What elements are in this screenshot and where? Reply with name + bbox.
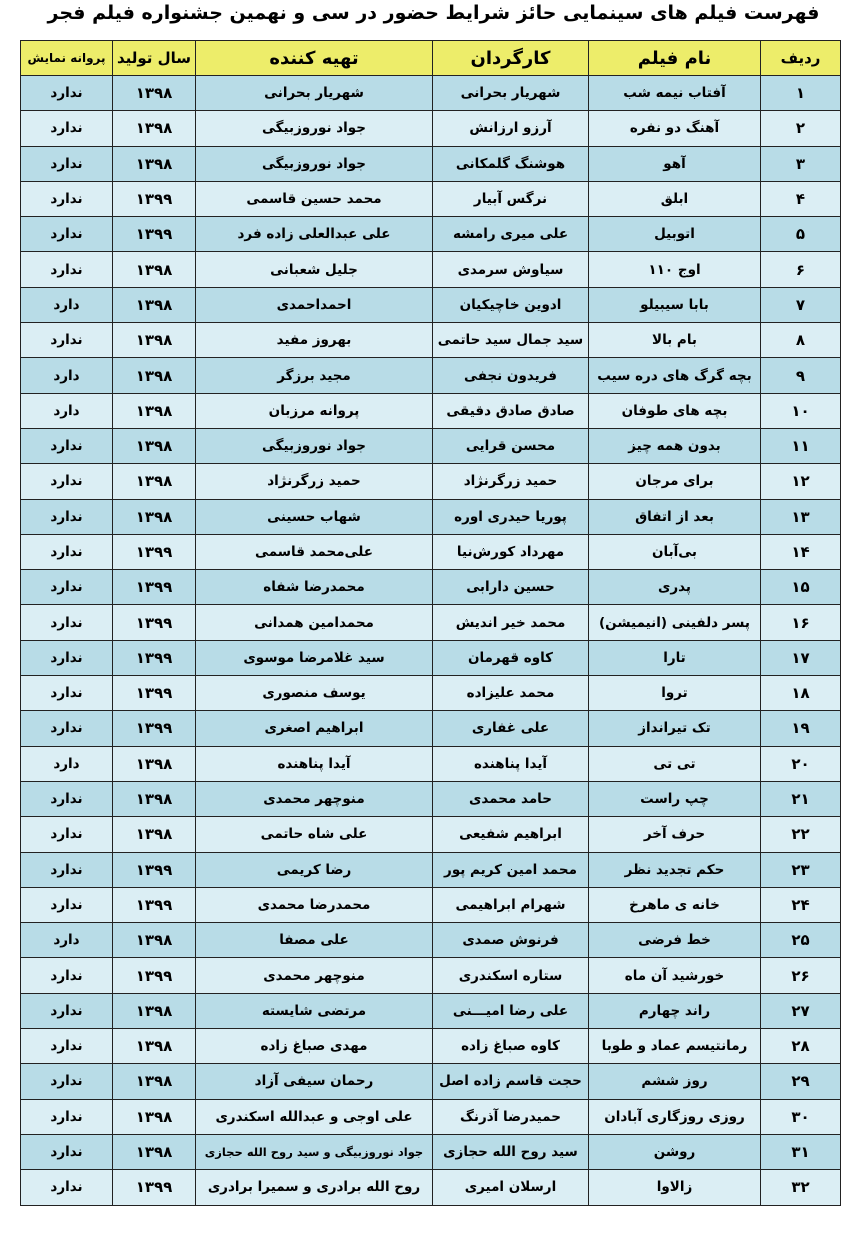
cell-producer: مجید برزگر: [196, 358, 433, 393]
cell-screening-license: ندارد: [21, 1029, 113, 1064]
cell-production-year: ۱۳۹۸: [113, 1064, 196, 1099]
table-row: [21, 1029, 841, 1064]
header-production-year: سال تولید: [113, 41, 196, 76]
table-row: [21, 217, 841, 252]
cell-producer: آیدا پناهنده: [196, 746, 433, 781]
table-row: [21, 393, 841, 428]
header-producer: تهیه کننده: [196, 41, 433, 76]
cell-production-year: ۱۳۹۸: [113, 746, 196, 781]
cell-director: محمد خیر اندیش: [433, 605, 589, 640]
cell-row-number: ۳۲: [761, 1170, 841, 1205]
cell-producer: علی عبدالعلی زاده فرد: [196, 217, 433, 252]
cell-director: آرزو ارزانش: [433, 111, 589, 146]
cell-screening-license: ندارد: [21, 1170, 113, 1205]
cell-director: پوریا حیدری اوره: [433, 499, 589, 534]
cell-production-year: ۱۳۹۸: [113, 1134, 196, 1169]
cell-film-name: ابلق: [589, 181, 761, 216]
cell-producer: ابراهیم اصغری: [196, 711, 433, 746]
cell-screening-license: ندارد: [21, 1099, 113, 1134]
cell-screening-license: ندارد: [21, 428, 113, 463]
cell-row-number: ۱۷: [761, 640, 841, 675]
cell-production-year: ۱۳۹۹: [113, 570, 196, 605]
header-film-name: نام فیلم: [589, 41, 761, 76]
cell-film-name: تک تیرانداز: [589, 711, 761, 746]
cell-producer: روح الله برادری و سمیرا برادری: [196, 1170, 433, 1205]
cell-row-number: ۱۵: [761, 570, 841, 605]
cell-film-name: بی‌آبان: [589, 534, 761, 569]
cell-screening-license: دارد: [21, 746, 113, 781]
table-row: [21, 323, 841, 358]
cell-director: حمید زرگرنژاد: [433, 464, 589, 499]
cell-producer: علی شاه حاتمی: [196, 817, 433, 852]
cell-production-year: ۱۳۹۸: [113, 993, 196, 1028]
cell-row-number: ۲۳: [761, 852, 841, 887]
cell-screening-license: دارد: [21, 393, 113, 428]
cell-row-number: ۲۰: [761, 746, 841, 781]
cell-production-year: ۱۳۹۸: [113, 464, 196, 499]
cell-director: صادق صادق دقیقی: [433, 393, 589, 428]
table-row: [21, 570, 841, 605]
cell-screening-license: ندارد: [21, 817, 113, 852]
cell-producer: منوچهر محمدی: [196, 781, 433, 816]
cell-producer: علی‌محمد قاسمی: [196, 534, 433, 569]
cell-row-number: ۱۲: [761, 464, 841, 499]
header-row-number: ردیف: [761, 41, 841, 76]
table-row: [21, 146, 841, 181]
table-row: [21, 76, 841, 111]
cell-row-number: ۳: [761, 146, 841, 181]
cell-producer: جواد نوروزبیگی و سید روح الله حجازی: [196, 1134, 433, 1169]
cell-screening-license: دارد: [21, 923, 113, 958]
table-row: [21, 852, 841, 887]
cell-row-number: ۸: [761, 323, 841, 358]
cell-row-number: ۶: [761, 252, 841, 287]
cell-director: حسین دارابی: [433, 570, 589, 605]
cell-film-name: بابا سیبیلو: [589, 287, 761, 322]
cell-production-year: ۱۳۹۹: [113, 887, 196, 922]
cell-producer: رحمان سیفی آزاد: [196, 1064, 433, 1099]
cell-production-year: ۱۳۹۸: [113, 817, 196, 852]
cell-screening-license: دارد: [21, 358, 113, 393]
cell-film-name: تروا: [589, 676, 761, 711]
header-screening-license: پروانه نمایش: [21, 41, 113, 76]
cell-director: ارسلان امیری: [433, 1170, 589, 1205]
cell-production-year: ۱۳۹۸: [113, 1029, 196, 1064]
cell-production-year: ۱۳۹۹: [113, 640, 196, 675]
cell-film-name: بام بالا: [589, 323, 761, 358]
cell-producer: سید غلامرضا موسوی: [196, 640, 433, 675]
cell-production-year: ۱۳۹۸: [113, 76, 196, 111]
cell-row-number: ۴: [761, 181, 841, 216]
cell-row-number: ۱۶: [761, 605, 841, 640]
cell-producer: جواد نوروزبیگی: [196, 428, 433, 463]
cell-producer: علی اوجی و عبدالله اسکندری: [196, 1099, 433, 1134]
cell-director: ابراهیم شفیعی: [433, 817, 589, 852]
cell-production-year: ۱۳۹۹: [113, 181, 196, 216]
table-row: [21, 817, 841, 852]
cell-producer: حمید زرگرنژاد: [196, 464, 433, 499]
cell-screening-license: ندارد: [21, 570, 113, 605]
cell-producer: بهروز مفید: [196, 323, 433, 358]
cell-film-name: راند چهارم: [589, 993, 761, 1028]
cell-row-number: ۱۳: [761, 499, 841, 534]
header-director: کارگردان: [433, 41, 589, 76]
cell-producer: محمد حسین قاسمی: [196, 181, 433, 216]
table-row: [21, 887, 841, 922]
page-title: فهرست فیلم های سینمایی حائز شرایط حضور در سی و نهمین جشنواره فیلم فجر: [47, 2, 820, 24]
cell-production-year: ۱۳۹۸: [113, 923, 196, 958]
cell-film-name: تی تی: [589, 746, 761, 781]
cell-row-number: ۱۴: [761, 534, 841, 569]
cell-production-year: ۱۳۹۹: [113, 711, 196, 746]
table-row: [21, 923, 841, 958]
cell-director: کاوه قهرمان: [433, 640, 589, 675]
table-row: [21, 499, 841, 534]
cell-film-name: حرف آخر: [589, 817, 761, 852]
cell-screening-license: ندارد: [21, 181, 113, 216]
table-row: [21, 464, 841, 499]
table-row: [21, 640, 841, 675]
cell-producer: شهاب حسینی: [196, 499, 433, 534]
cell-row-number: ۲۲: [761, 817, 841, 852]
table-row: [21, 252, 841, 287]
cell-production-year: ۱۳۹۸: [113, 428, 196, 463]
cell-production-year: ۱۳۹۹: [113, 534, 196, 569]
cell-director: سید جمال سید حاتمی: [433, 323, 589, 358]
cell-producer: محمدرضا محمدی: [196, 887, 433, 922]
table-row: [21, 428, 841, 463]
cell-screening-license: ندارد: [21, 676, 113, 711]
cell-director: سیاوش سرمدی: [433, 252, 589, 287]
cell-screening-license: ندارد: [21, 605, 113, 640]
cell-director: شهریار بحرانی: [433, 76, 589, 111]
cell-director: حامد محمدی: [433, 781, 589, 816]
cell-row-number: ۲۴: [761, 887, 841, 922]
cell-row-number: ۱۹: [761, 711, 841, 746]
cell-screening-license: ندارد: [21, 781, 113, 816]
table-row: [21, 676, 841, 711]
cell-screening-license: ندارد: [21, 252, 113, 287]
cell-screening-license: ندارد: [21, 958, 113, 993]
cell-film-name: روزی روزگاری آبادان: [589, 1099, 761, 1134]
cell-screening-license: ندارد: [21, 499, 113, 534]
cell-screening-license: ندارد: [21, 323, 113, 358]
cell-producer: یوسف منصوری: [196, 676, 433, 711]
cell-film-name: بدون همه چیز: [589, 428, 761, 463]
cell-row-number: ۱۱: [761, 428, 841, 463]
table-row: [21, 287, 841, 322]
table-row: [21, 181, 841, 216]
table-row: [21, 111, 841, 146]
cell-producer: شهریار بحرانی: [196, 76, 433, 111]
table-row: [21, 1064, 841, 1099]
cell-row-number: ۵: [761, 217, 841, 252]
cell-row-number: ۱۰: [761, 393, 841, 428]
cell-production-year: ۱۳۹۹: [113, 1170, 196, 1205]
cell-row-number: ۲۵: [761, 923, 841, 958]
cell-film-name: خط فرضی: [589, 923, 761, 958]
cell-screening-license: ندارد: [21, 534, 113, 569]
cell-screening-license: ندارد: [21, 217, 113, 252]
cell-film-name: آهنگ دو نفره: [589, 111, 761, 146]
films-table: [20, 40, 841, 1206]
cell-screening-license: ندارد: [21, 993, 113, 1028]
table-row: [21, 534, 841, 569]
cell-director: محسن قرایی: [433, 428, 589, 463]
cell-production-year: ۱۳۹۸: [113, 499, 196, 534]
table-row: [21, 993, 841, 1028]
cell-production-year: ۱۳۹۸: [113, 393, 196, 428]
cell-film-name: آهو: [589, 146, 761, 181]
cell-film-name: برای مرجان: [589, 464, 761, 499]
cell-production-year: ۱۳۹۸: [113, 287, 196, 322]
cell-production-year: ۱۳۹۹: [113, 676, 196, 711]
table-row: [21, 746, 841, 781]
cell-film-name: بچه گرگ های دره سیب: [589, 358, 761, 393]
cell-film-name: چپ راست: [589, 781, 761, 816]
cell-director: علی رضا امیـــنی: [433, 993, 589, 1028]
cell-director: علی میری رامشه: [433, 217, 589, 252]
cell-film-name: اتوبیل: [589, 217, 761, 252]
cell-producer: علی مصفا: [196, 923, 433, 958]
table-row: [21, 1099, 841, 1134]
cell-director: حمیدرضا آذرنگ: [433, 1099, 589, 1134]
table-row: [21, 358, 841, 393]
cell-director: محمد امین کریم پور: [433, 852, 589, 887]
cell-screening-license: ندارد: [21, 146, 113, 181]
cell-production-year: ۱۳۹۸: [113, 111, 196, 146]
cell-screening-license: ندارد: [21, 76, 113, 111]
cell-producer: پروانه مرزبان: [196, 393, 433, 428]
cell-producer: محمدرضا شفاه: [196, 570, 433, 605]
cell-director: فرنوش صمدی: [433, 923, 589, 958]
table-header-row: [21, 41, 841, 76]
table-row: [21, 1170, 841, 1205]
cell-screening-license: ندارد: [21, 711, 113, 746]
cell-row-number: ۱۸: [761, 676, 841, 711]
cell-director: حجت قاسم زاده اصل: [433, 1064, 589, 1099]
cell-director: نرگس آبیار: [433, 181, 589, 216]
cell-production-year: ۱۳۹۹: [113, 217, 196, 252]
cell-screening-license: ندارد: [21, 111, 113, 146]
cell-film-name: پدری: [589, 570, 761, 605]
cell-producer: جواد نوروزبیگی: [196, 146, 433, 181]
cell-row-number: ۱: [761, 76, 841, 111]
cell-film-name: خورشید آن ماه: [589, 958, 761, 993]
cell-row-number: ۹: [761, 358, 841, 393]
cell-production-year: ۱۳۹۹: [113, 958, 196, 993]
cell-film-name: اوج ۱۱۰: [589, 252, 761, 287]
cell-production-year: ۱۳۹۹: [113, 605, 196, 640]
cell-director: هوشنگ گلمکانی: [433, 146, 589, 181]
cell-screening-license: ندارد: [21, 887, 113, 922]
cell-producer: محمدامین همدانی: [196, 605, 433, 640]
cell-director: آیدا پناهنده: [433, 746, 589, 781]
cell-producer: احمداحمدی: [196, 287, 433, 322]
cell-director: کاوه صباغ زاده: [433, 1029, 589, 1064]
cell-director: سید روح الله حجازی: [433, 1134, 589, 1169]
cell-row-number: ۲: [761, 111, 841, 146]
cell-row-number: ۲۹: [761, 1064, 841, 1099]
cell-production-year: ۱۳۹۸: [113, 358, 196, 393]
cell-producer: جواد نوروزبیگی: [196, 111, 433, 146]
cell-row-number: ۳۰: [761, 1099, 841, 1134]
cell-row-number: ۷: [761, 287, 841, 322]
cell-production-year: ۱۳۹۸: [113, 252, 196, 287]
table-row: [21, 781, 841, 816]
cell-film-name: روشن: [589, 1134, 761, 1169]
cell-film-name: خانه ی ماهرخ: [589, 887, 761, 922]
cell-director: مهرداد کورش‌نیا: [433, 534, 589, 569]
cell-production-year: ۱۳۹۹: [113, 852, 196, 887]
cell-film-name: حکم تجدید نظر: [589, 852, 761, 887]
cell-film-name: رمانتیسم عماد و طوبا: [589, 1029, 761, 1064]
cell-screening-license: ندارد: [21, 640, 113, 675]
cell-screening-license: ندارد: [21, 1064, 113, 1099]
cell-producer: منوچهر محمدی: [196, 958, 433, 993]
cell-production-year: ۱۳۹۸: [113, 1099, 196, 1134]
cell-screening-license: ندارد: [21, 1134, 113, 1169]
cell-producer: مرتضی شایسته: [196, 993, 433, 1028]
cell-director: محمد علیزاده: [433, 676, 589, 711]
cell-director: ادوین خاچیکیان: [433, 287, 589, 322]
table-row: [21, 958, 841, 993]
cell-director: علی غفاری: [433, 711, 589, 746]
cell-film-name: پسر دلفینی (انیمیشن): [589, 605, 761, 640]
cell-film-name: بچه های طوفان: [589, 393, 761, 428]
table-row: [21, 605, 841, 640]
cell-row-number: ۲۶: [761, 958, 841, 993]
cell-production-year: ۱۳۹۸: [113, 146, 196, 181]
cell-director: ستاره اسکندری: [433, 958, 589, 993]
cell-screening-license: ندارد: [21, 464, 113, 499]
cell-director: شهرام ابراهیمی: [433, 887, 589, 922]
cell-screening-license: دارد: [21, 287, 113, 322]
cell-row-number: ۲۸: [761, 1029, 841, 1064]
cell-row-number: ۲۱: [761, 781, 841, 816]
table-row: [21, 1134, 841, 1169]
cell-film-name: بعد از اتفاق: [589, 499, 761, 534]
cell-row-number: ۳۱: [761, 1134, 841, 1169]
cell-producer: جلیل شعبانی: [196, 252, 433, 287]
cell-film-name: تارا: [589, 640, 761, 675]
cell-director: فریدون نجفی: [433, 358, 589, 393]
cell-film-name: روز ششم: [589, 1064, 761, 1099]
cell-film-name: زالاوا: [589, 1170, 761, 1205]
cell-producer: مهدی صباغ زاده: [196, 1029, 433, 1064]
table-row: [21, 711, 841, 746]
cell-producer: رضا کریمی: [196, 852, 433, 887]
cell-production-year: ۱۳۹۸: [113, 781, 196, 816]
cell-film-name: آفتاب نیمه شب: [589, 76, 761, 111]
cell-production-year: ۱۳۹۸: [113, 323, 196, 358]
cell-row-number: ۲۷: [761, 993, 841, 1028]
cell-screening-license: ندارد: [21, 852, 113, 887]
